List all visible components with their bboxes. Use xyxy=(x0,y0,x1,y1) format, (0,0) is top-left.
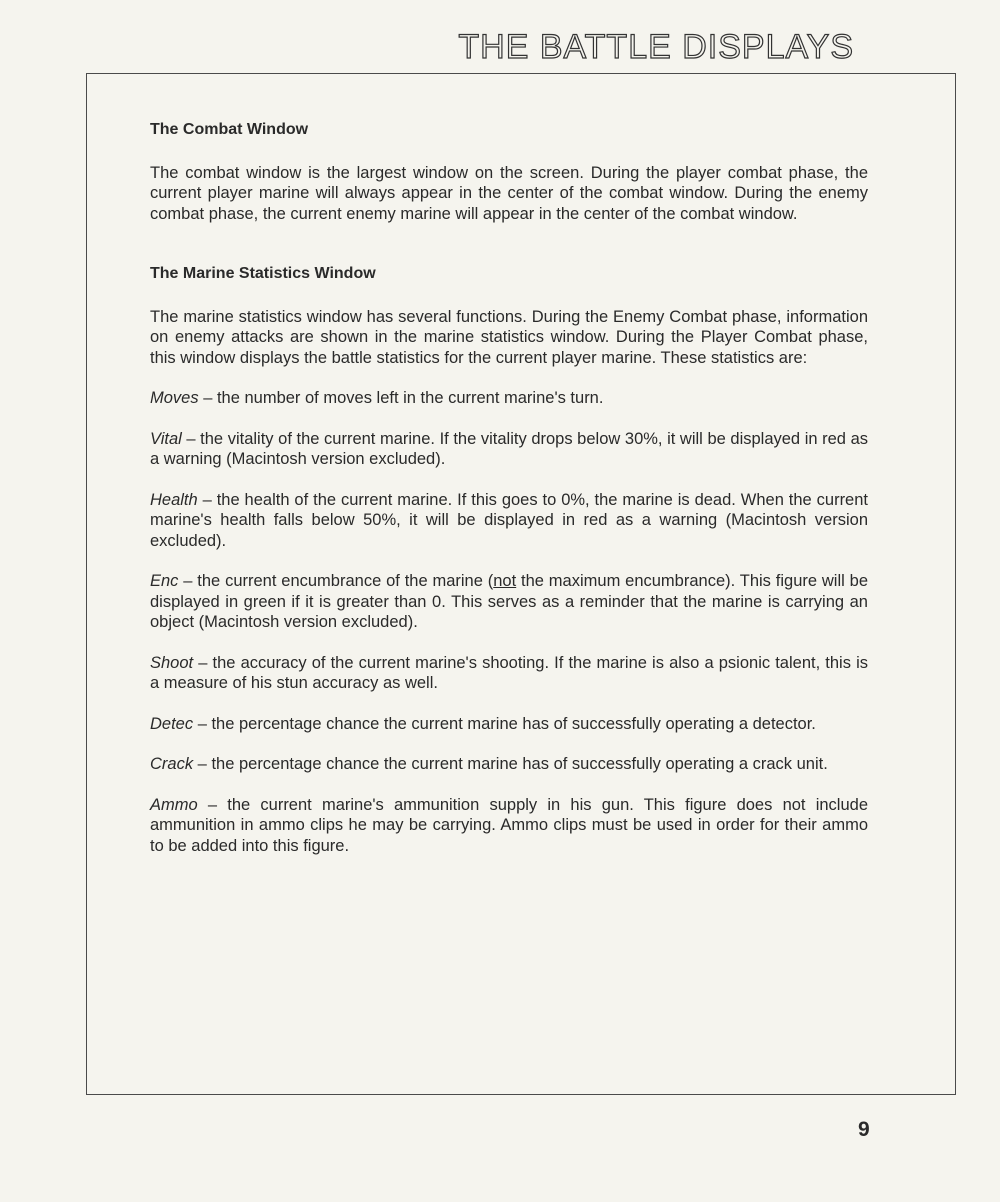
stat-term: Crack xyxy=(150,755,194,773)
page-number: 9 xyxy=(858,1118,870,1141)
stat-description-end: the maximum encumbrance). This figure will be displayed in green if it is greater than 0. This serves as a reminder that the marine is carrying an object (Macintosh version excluded). xyxy=(150,572,868,631)
stat-description: – the vitality of the current marine. If the vitality drops below 30%, it will be displayed in red as a warning (Macintosh version excluded). xyxy=(150,429,868,468)
stat-entry-ammo xyxy=(150,795,868,857)
stat-term: Enc xyxy=(150,572,179,590)
combat-window-section xyxy=(150,120,868,224)
marine-statistics-section xyxy=(150,264,868,856)
stat-term: Moves xyxy=(150,389,199,407)
section-paragraph: The combat window is the largest window on the screen. During the player combat phase, the current player marine will always appear in the center of the combat window. During the enemy combat phase, the current enemy marine will appear in the center of the combat window. xyxy=(150,163,868,223)
stat-entry-crack xyxy=(150,754,868,775)
stat-term: Detec xyxy=(150,714,194,733)
stat-entry-moves xyxy=(150,388,868,409)
stat-description: – the number of moves left in the current marine's turn. xyxy=(198,389,604,407)
stat-entry-enc xyxy=(150,571,868,633)
stat-description: – the percentage chance the current marine has of successfully operating a crack unit. xyxy=(193,755,828,773)
stat-term: Shoot xyxy=(150,653,194,672)
section-heading: The Marine Statistics Window xyxy=(150,265,376,282)
stat-entry-health xyxy=(150,490,868,552)
stat-term: Ammo xyxy=(150,795,198,814)
stat-description: – the health of the current marine. If this goes to 0%, the marine is dead. When the current marine's health falls below 50%, it will be displayed in red as a warning (Macintosh version excluded). xyxy=(150,490,868,550)
page-header-title: THE BATTLE DISPLAYS xyxy=(458,28,854,66)
stat-description: – the percentage chance the current marine has of successfully operating a detector. xyxy=(193,714,816,733)
stat-description: – the accuracy of the current marine's shooting. If the marine is also a psionic talent, this is a measure of his stun accuracy as well. xyxy=(150,653,868,692)
stat-term: Vital xyxy=(150,429,182,448)
stat-emphasis: not xyxy=(493,572,517,590)
stat-entry-vital xyxy=(150,429,868,470)
page-content xyxy=(150,120,868,876)
stat-entry-shoot xyxy=(150,653,868,694)
stat-description-start: – the current encumbrance of the marine ( xyxy=(178,572,494,590)
section-paragraph: The marine statistics window has several functions. During the Enemy Combat phase, information on enemy attacks are shown in the marine statistics window. During the Player Combat phase, this window displays the battle statistics for the current player marine. These statistics are: xyxy=(150,307,868,367)
stat-entry-detec xyxy=(150,714,868,735)
section-heading: The Combat Window xyxy=(150,121,309,138)
stat-description: – the current marine's ammunition supply in his gun. This figure does not include ammunition in ammo clips he may be carrying. Ammo clips must be used in order for their ammo to be added into this figure. xyxy=(150,795,868,855)
stat-term: Health xyxy=(150,490,198,509)
